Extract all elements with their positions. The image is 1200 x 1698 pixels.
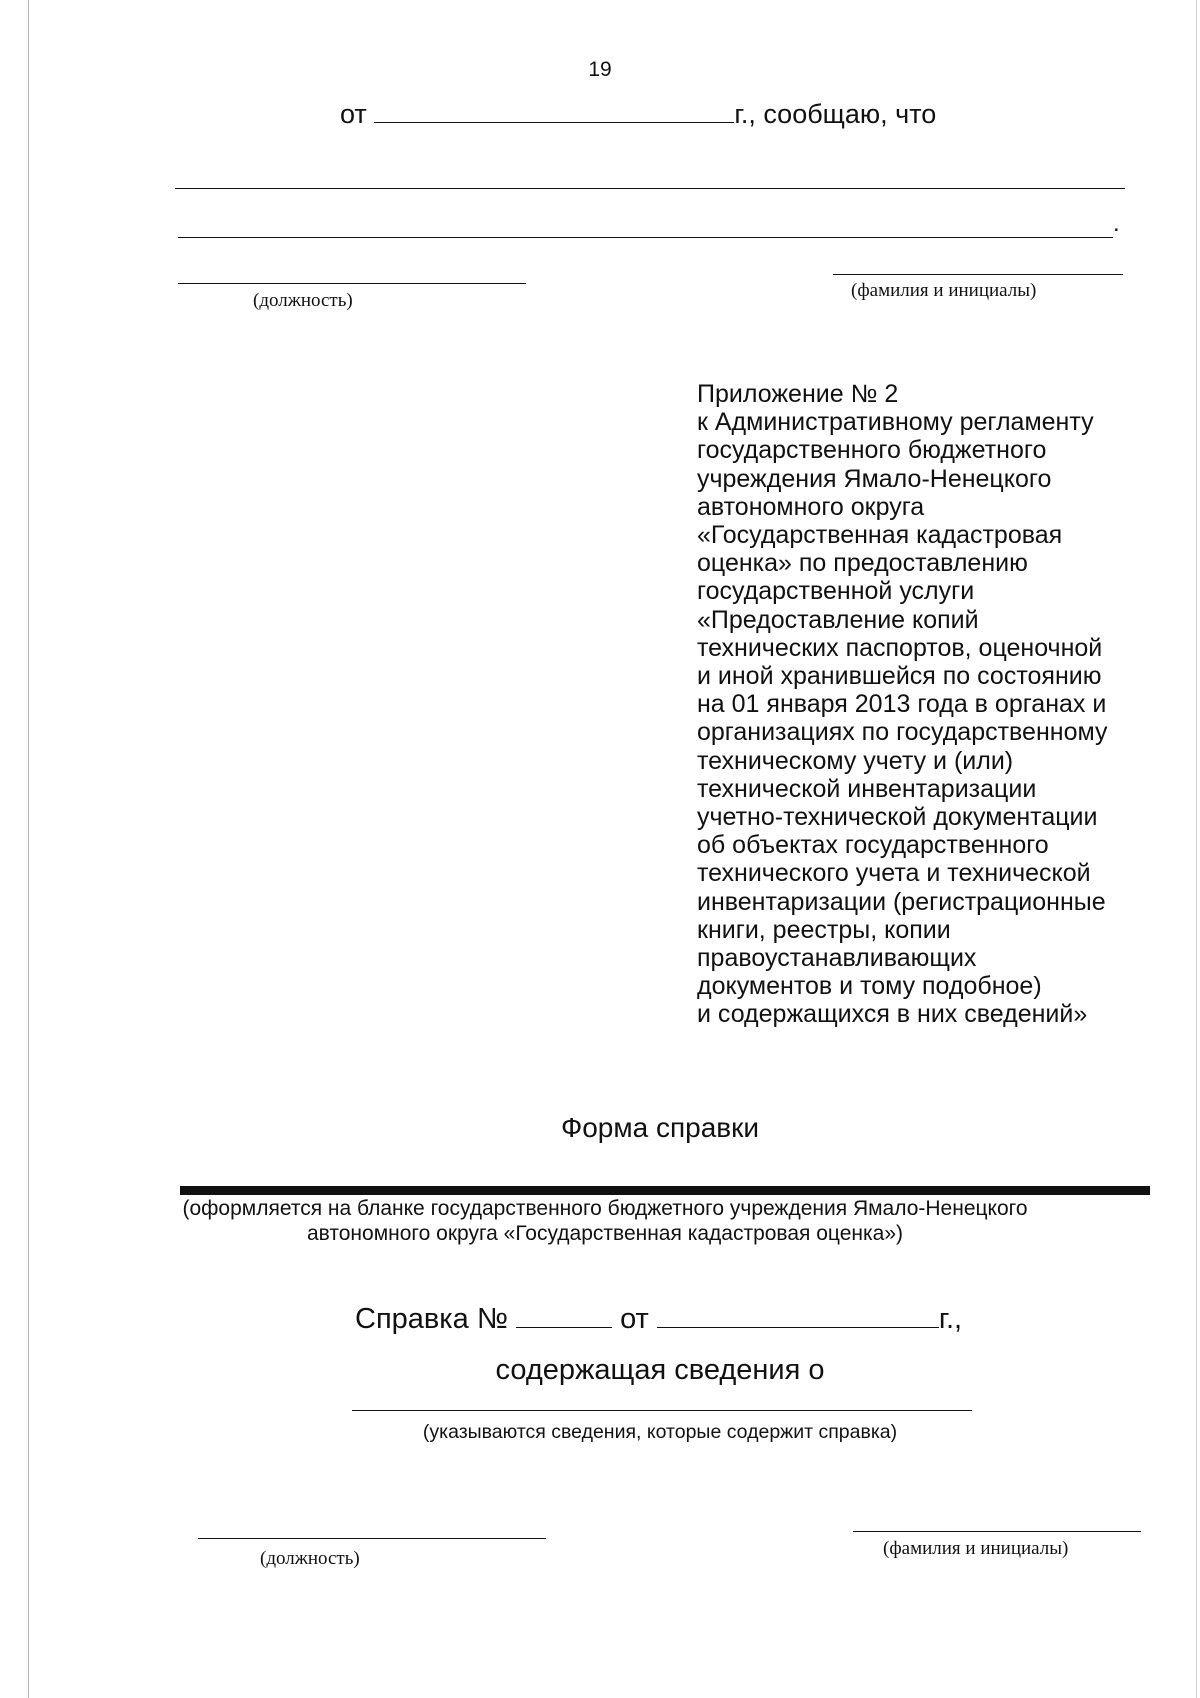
- appendix-line: технических паспортов, оценочной: [697, 633, 1103, 662]
- certificate-label: Справка №: [355, 1303, 508, 1335]
- bottom-name-caption: (фамилия и инициалы): [883, 1538, 1069, 1559]
- appendix-line: автономного округа: [697, 492, 925, 521]
- statement-line-2: [178, 237, 1113, 238]
- date-blank: [374, 96, 734, 123]
- top-date-line: [340, 96, 936, 130]
- appendix-line: учетно-технической документации: [697, 803, 1098, 832]
- appendix-line: и содержащихся в них сведений»: [697, 1000, 1088, 1029]
- appendix-line: технического учета и технической: [697, 859, 1091, 888]
- certificate-number-line: [355, 1301, 962, 1336]
- appendix-line: учреждения Ямало-Ненецкого: [697, 464, 1052, 493]
- appendix-line: «Предоставление копий: [697, 605, 979, 634]
- name-signature-line: [833, 274, 1123, 275]
- certificate-from: от: [620, 1303, 649, 1335]
- bottom-position-signature-line: [198, 1538, 546, 1539]
- appendix-line: об объектах государственного: [697, 831, 1049, 860]
- form-title: Форма справки: [560, 1112, 760, 1143]
- certificate-number-blank: [516, 1301, 612, 1328]
- appendix-line: «Государственная кадастровая: [697, 521, 1063, 550]
- letterhead-rule: [180, 1186, 1150, 1195]
- scan-edge-right: [1196, 0, 1197, 1698]
- appendix-line: технической инвентаризации: [697, 774, 1037, 803]
- appendix-line: Приложение № 2: [697, 380, 899, 408]
- information-caption: (указываются сведения, которые содержит справка): [422, 1421, 898, 1443]
- appendix-line: документов и тому подобное): [697, 972, 1042, 1001]
- appendix-line: инвентаризации (регистрационные: [697, 887, 1106, 916]
- appendix-line: к Административному регламенту: [697, 408, 1094, 437]
- appendix-line: правоустанавливающих: [697, 944, 977, 973]
- appendix-line: государственной услуги: [697, 577, 975, 606]
- appendix-line: государственного бюджетного: [697, 436, 1047, 465]
- from-prefix: от: [340, 99, 367, 129]
- appendix-line: книги, реестры, копии: [697, 915, 951, 944]
- certificate-date-blank: [657, 1301, 939, 1328]
- letterhead-note-line-2: автономного округа «Государственная кадастровая оценка»): [307, 1222, 903, 1245]
- information-line: [352, 1410, 972, 1411]
- bottom-name-signature-line: [853, 1531, 1141, 1532]
- date-suffix: г., сообщаю, что: [734, 99, 937, 129]
- position-signature-line: [178, 283, 526, 284]
- appendix-line: техническому учету и (или): [697, 746, 1014, 775]
- appendix-line: оценка» по предоставлению: [697, 549, 1028, 578]
- statement-period: .: [1113, 210, 1120, 237]
- name-caption: (фамилия и инициалы): [851, 280, 1037, 301]
- letterhead-note-line-1: (оформляется на бланке государственного бюджетного учреждения Ямало-Ненецкого: [182, 1197, 1028, 1220]
- appendix-block: [697, 380, 1177, 1029]
- page-number: 19: [588, 58, 612, 81]
- certificate-year-suffix: г.,: [938, 1303, 963, 1335]
- letterhead-note: [150, 1196, 1060, 1246]
- appendix-line: и иной хранившейся по состоянию: [697, 662, 1102, 691]
- bottom-position-caption: (должность): [260, 1548, 360, 1569]
- appendix-line: организациях по государственному: [697, 718, 1108, 747]
- scan-edge-left: [28, 0, 29, 1698]
- appendix-line: на 01 января 2013 года в органах и: [697, 690, 1107, 719]
- certificate-subtitle: содержащая сведения о: [495, 1354, 825, 1386]
- position-caption: (должность): [253, 290, 353, 311]
- statement-line-1: [175, 188, 1125, 189]
